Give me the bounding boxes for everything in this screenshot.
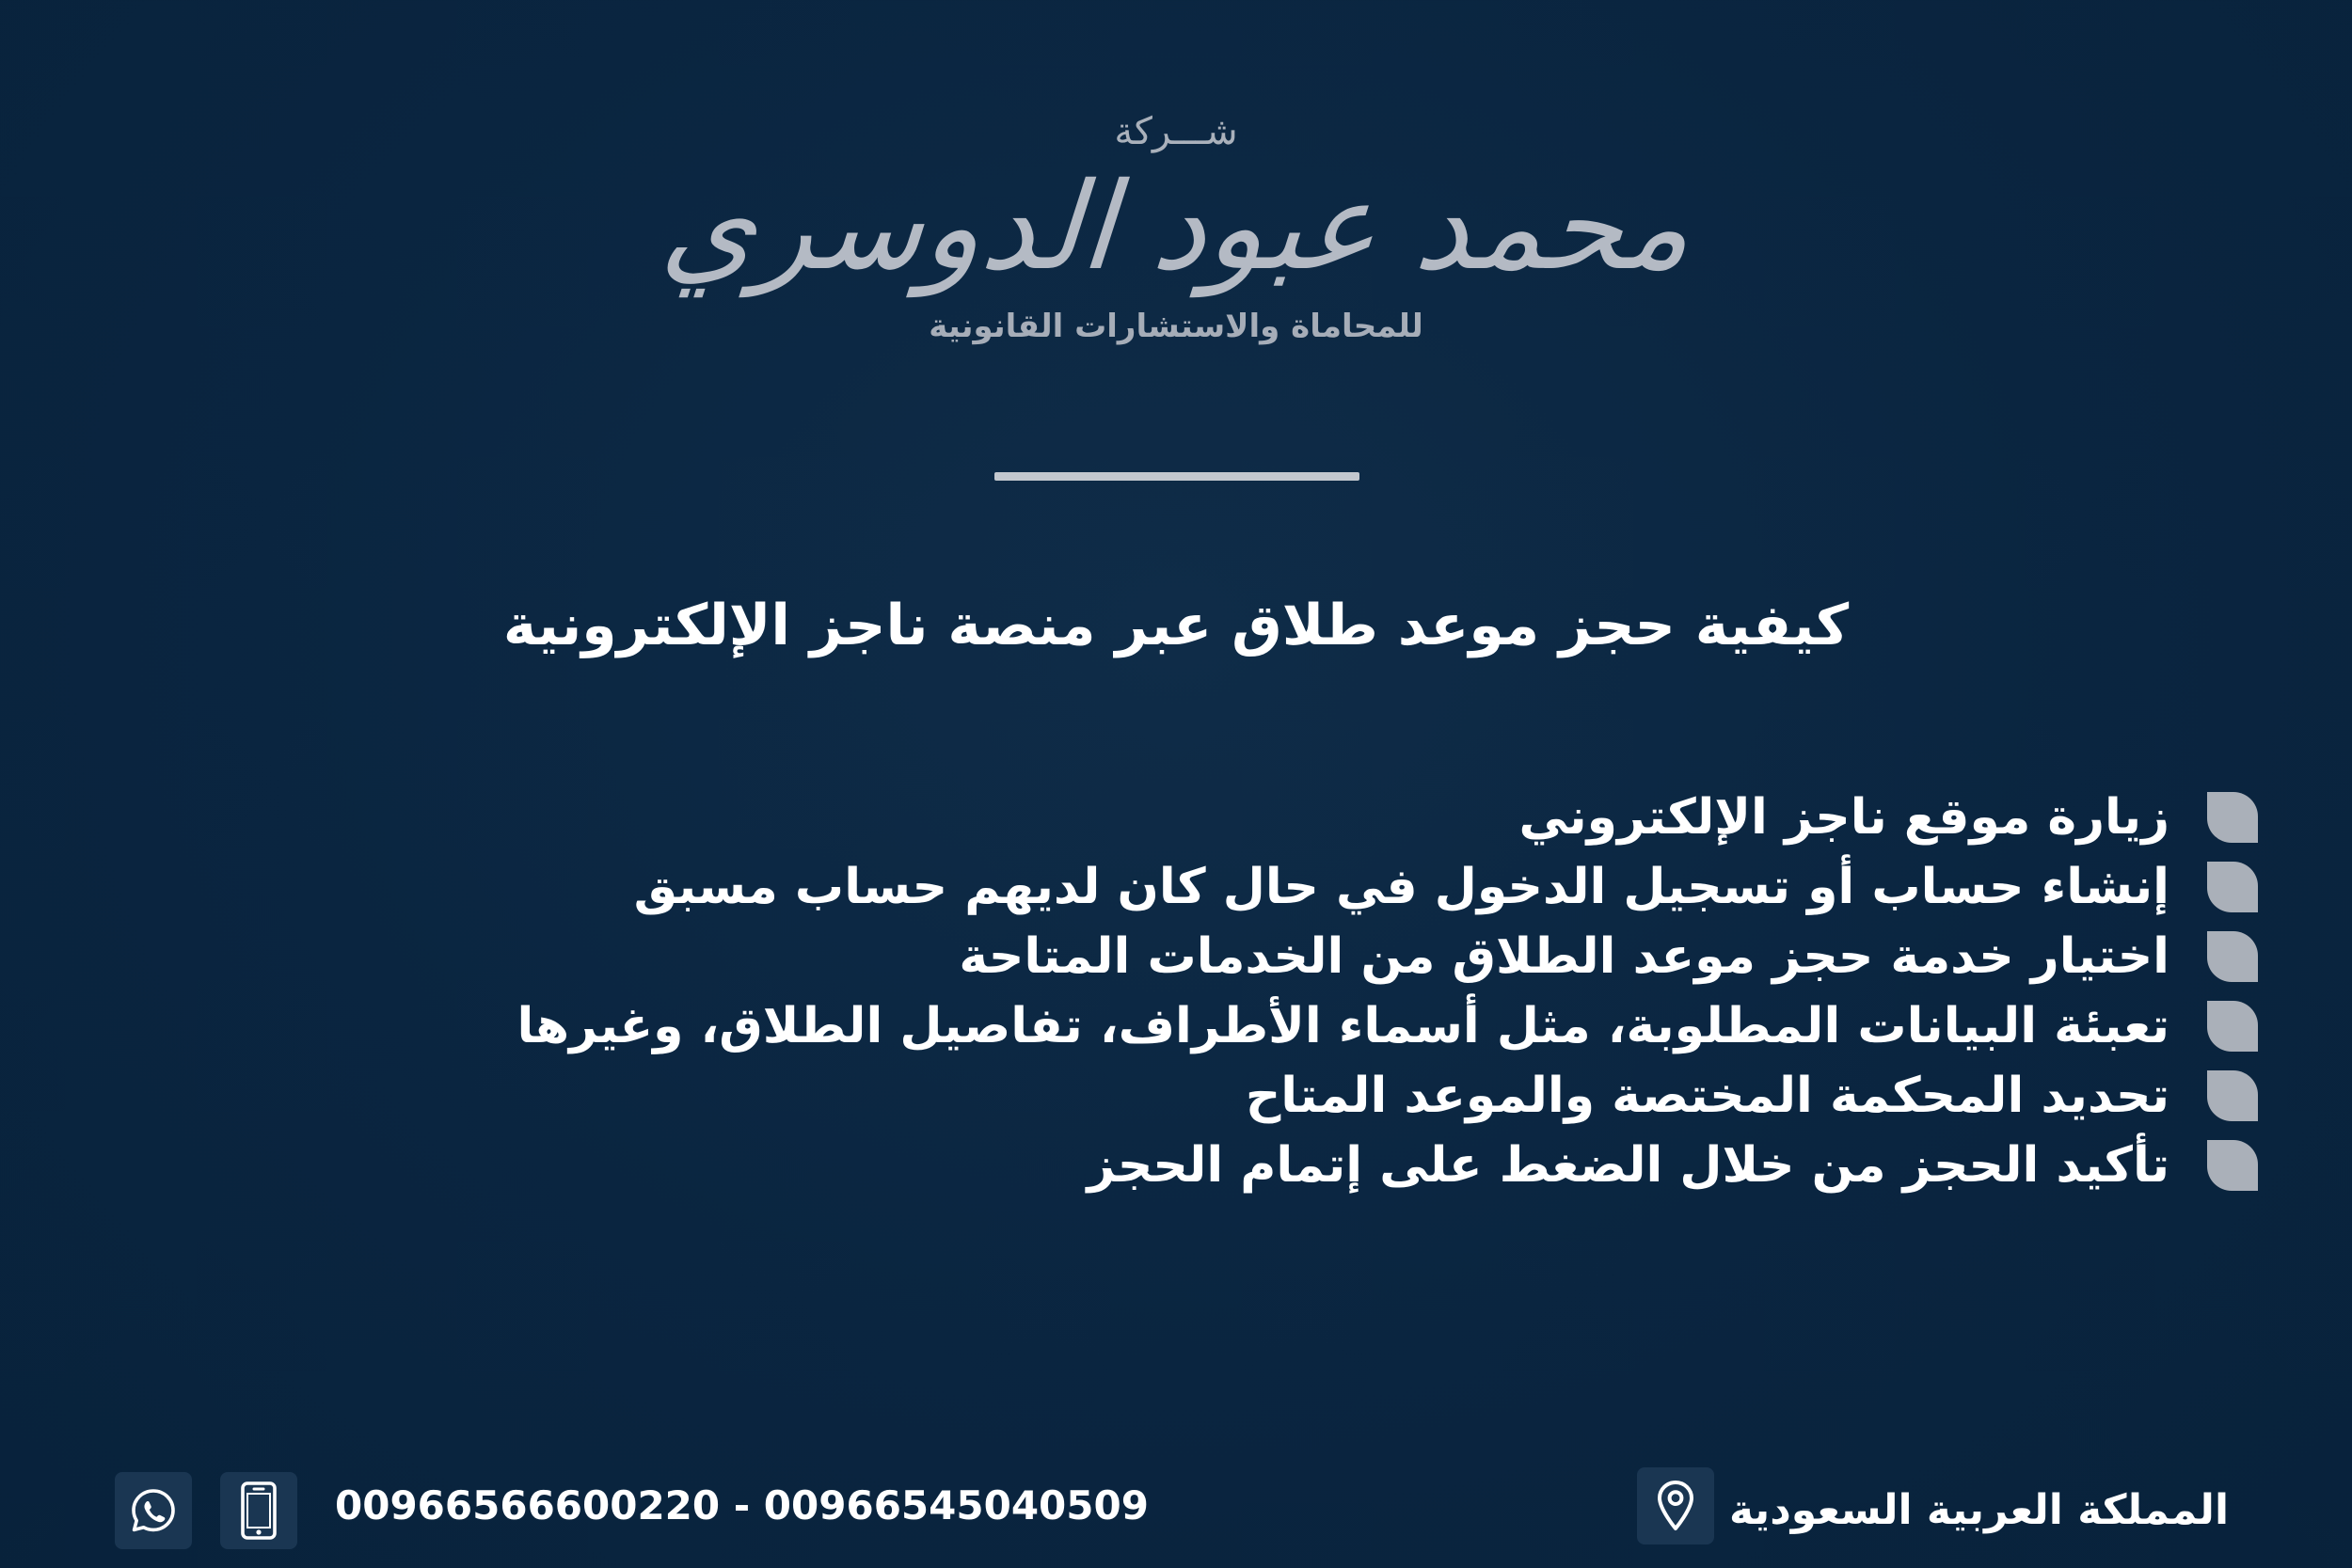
list-item [329, 922, 2258, 991]
step-text: اختيار خدمة حجز موعد الطلاق من الخدمات المتاحة [959, 928, 2169, 985]
company-logo [0, 110, 2352, 345]
leaf-bullet-icon [2207, 862, 2258, 912]
step-text: تعبئة البيانات المطلوبة، مثل أسماء الأطراف، تفاصيل الطلاق، وغيرها [516, 998, 2169, 1054]
leaf-bullet-icon [2207, 792, 2258, 843]
list-item [329, 991, 2258, 1061]
steps-list [329, 783, 2258, 1200]
phone-numbers[interactable]: 00966566600220 - 00966545040509 [335, 1482, 1149, 1528]
logo-name: محمد عبود الدوسري [657, 157, 1696, 297]
leaf-bullet-icon [2207, 1070, 2258, 1121]
phone-button[interactable] [220, 1472, 297, 1549]
page-title: كيفية حجز موعد طلاق عبر منصة ناجز الإلكترونية [502, 593, 1850, 658]
location-text: المملكة العربية السعودية [1729, 1486, 2230, 1534]
step-text: زيارة موقع ناجز الإلكتروني [1518, 789, 2169, 846]
location-button [1637, 1467, 1714, 1544]
list-item [329, 852, 2258, 922]
logo-prefix: شـــركة [1114, 110, 1238, 153]
list-item [329, 1131, 2258, 1200]
leaf-bullet-icon [2207, 931, 2258, 982]
step-text: تأكيد الحجز من خلال الضغط على إتمام الحجز [1087, 1137, 2169, 1194]
list-item [329, 783, 2258, 852]
logo-divider [994, 472, 1359, 481]
list-item [329, 1061, 2258, 1131]
phone-icon [240, 1481, 278, 1541]
step-text: تحديد المحكمة المختصة والموعد المتاح [1245, 1068, 2169, 1124]
logo-subtitle: للمحاماة والاستشارات القانونية [929, 307, 1423, 345]
whatsapp-button[interactable] [115, 1472, 192, 1549]
whatsapp-icon [128, 1485, 179, 1536]
step-text: إنشاء حساب أو تسجيل الدخول في حال كان لديهم حساب مسبق [633, 859, 2169, 915]
leaf-bullet-icon [2207, 1001, 2258, 1052]
leaf-bullet-icon [2207, 1140, 2258, 1191]
location-pin-icon [1657, 1480, 1694, 1532]
